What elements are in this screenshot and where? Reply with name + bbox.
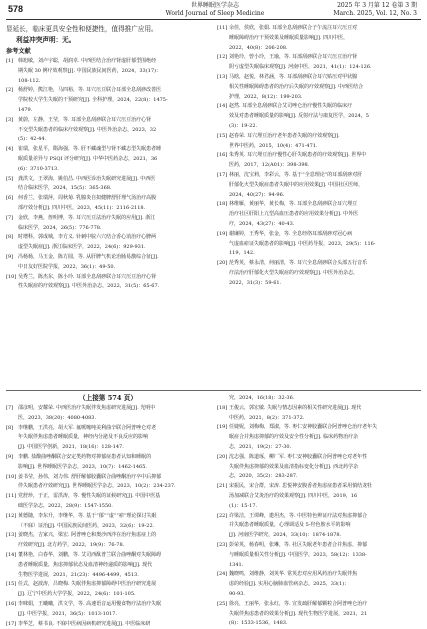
reference-text: 治疗社区肝阳上亢型高血压患者的应用效果分析[J]. 中外医	[229, 211, 359, 218]
reference-text: 医药，2017，12(A01)：398-398.	[229, 162, 310, 169]
reference-entry	[6, 194, 210, 204]
reference-text: 志，2021，19(2)：27-30.	[229, 443, 292, 450]
page-header	[0, 0, 427, 22]
reference-text: 肝郁化火型失眠症患者失眠中的应用效果[J]. 中国社区医师，	[229, 181, 364, 188]
reference-text: 眠症合并焦虑抑郁的疗效及安全性分析[J]. 临床药物治疗杂	[229, 434, 359, 441]
reference-entry	[217, 404, 421, 414]
reference-number: [19]	[217, 230, 228, 237]
reference-text: 徐亮，王丽华，张永红，等. 宣发疏肝解郁颗粒合阿普唑仑治疗	[229, 600, 368, 607]
reference-entry-continuation	[217, 279, 421, 289]
reference-number: [15]	[217, 132, 228, 139]
reference-entry	[6, 492, 210, 502]
reference-text: 医，2023，38(20)：4080-4083.	[18, 414, 97, 421]
reference-text: 王俊云，郭宏敏. 失眠与情志因素的相关性研究进展[J]. 现代	[229, 404, 362, 411]
reference-text: [J]. 中医学报，2021，36(5)：1013-1017.	[18, 610, 117, 617]
reference-entry-continuation	[6, 414, 210, 424]
reference-text: 黄德随，李东升，李继华，等. 基于“郁”“虚”“瘀”理论探讨失眠	[18, 512, 157, 519]
reference-entry	[217, 230, 421, 240]
reference-text: 学院校大学生失眠的干预研究[J]. 全科护理，2024，22(8)：1475-	[18, 97, 168, 104]
reference-entry-continuation	[217, 269, 421, 279]
reference-entry	[6, 531, 210, 541]
reference-entry	[217, 200, 421, 210]
top-left-column	[6, 24, 210, 292]
reference-entry	[217, 600, 421, 610]
reference-entry-continuation	[217, 492, 421, 502]
reference-number: [13]	[6, 532, 17, 539]
reference-number: [18]	[217, 404, 228, 411]
reference-text: 护理，2022，8(12)：199-203.	[229, 93, 303, 100]
reference-text: 期失眠 30 例疗效观察[J]. 中国民族民间医药，2024，33(17)：	[18, 67, 161, 74]
reference-text: 效及对患者睡眠质量的影响[J]. 反射疗法与康复医学，2024，5	[229, 113, 369, 120]
reference-entry-continuation	[217, 551, 421, 561]
reference-entry	[6, 57, 210, 67]
reference-entry	[6, 214, 210, 224]
reference-number: [18]	[217, 201, 228, 208]
reference-text: 2022，40(8)：206-208.	[229, 44, 288, 51]
reference-entry	[6, 116, 210, 126]
reference-text: (8)：1533-1536，1483.	[229, 620, 288, 627]
reference-number: [11]	[6, 493, 17, 500]
reference-number: [13]	[217, 73, 228, 80]
conflict-of-interest: 利益冲突声明：无。	[16, 36, 76, 44]
reference-entry-continuation	[6, 106, 210, 116]
reference-entry-continuation	[6, 263, 210, 273]
reference-list	[6, 57, 210, 292]
reference-text: 119，142.	[229, 250, 255, 257]
reference-text: 宋振民，宋合群，宋涛. 思悦神安腹香者焦虑症患者采用慎结龙牡	[229, 483, 373, 490]
reference-entry	[217, 24, 421, 34]
reference-entry-continuation	[6, 522, 210, 532]
reference-entry-continuation	[217, 220, 421, 230]
reference-entry-continuation	[6, 482, 210, 492]
reference-text: （不寐）证治[J]. 中国民族民间医药，2023，32(6)：19-22.	[18, 522, 155, 529]
reference-text: [J]. 辽宁中医药大学学报，2022，24(6)：101-105.	[18, 591, 136, 598]
reference-text: 中医药，2021，8(2)：371-372.	[229, 414, 305, 421]
reference-text: 1479.	[18, 106, 33, 113]
reference-text: 临床医学，2024，26(5)：776-778.	[18, 224, 102, 231]
reference-entry	[217, 171, 421, 181]
reference-number: [8]	[6, 234, 14, 241]
reference-text: 崔瑞，张星平，隋海强，等. 肝不藏魂型与肾不藏志型失眠患者睡	[18, 146, 162, 153]
reference-entry-continuation	[217, 414, 421, 424]
reference-entry	[6, 600, 210, 610]
reference-text: 并失眠患者睡眠质量，心理调适及 5-羟色胺水平的影响	[229, 522, 351, 529]
reference-entry-continuation	[6, 502, 210, 512]
reference-entry-continuation	[217, 122, 421, 132]
reference-number: [9]	[6, 453, 14, 460]
reference-entry	[217, 423, 421, 433]
reference-text: 生物医学进展，2021，21(23)：4496-4499，4513.	[18, 571, 139, 578]
reference-number: [5]	[6, 175, 14, 182]
reference-number: [24]	[217, 571, 228, 578]
reference-entry-continuation	[217, 433, 421, 443]
reference-number: [17]	[217, 171, 228, 178]
reference-number: [4]	[6, 146, 14, 153]
reference-entry-continuation	[217, 83, 421, 93]
reference-entry	[6, 580, 210, 590]
reference-text: 90-93.	[229, 590, 246, 597]
reference-text: 虑的经验[J]. 实用心脑肺血管病杂志，2025，33(1)：	[229, 581, 350, 588]
reference-number: [3]	[6, 116, 14, 123]
reference-number: [9]	[6, 253, 14, 260]
journal-title-cn: 世界睡眠医学杂志	[190, 2, 239, 9]
reference-number: [21]	[217, 483, 228, 490]
reference-entry-continuation	[6, 135, 210, 145]
reference-text: 李鹏. 盐酸曲唑酮联合安定类药物对抑郁症患者认知和睡眠的	[18, 453, 152, 460]
reference-text: 世界中医药，2015，10(4)：471-471.	[229, 142, 318, 149]
reference-text: (3)：19-22.	[229, 122, 258, 129]
reference-number: [10]	[6, 473, 17, 480]
reference-text: 林丽，沈宝莉，李彩云，等. 基于“全息理论”的耳部刮痧对肝	[229, 171, 363, 178]
reference-text: 任式，赵波涛，吕晓梅. 失眠伴焦虑抑郁障碍中医治疗研究进展	[18, 581, 157, 588]
reference-entry-continuation	[217, 44, 421, 54]
reference-text: 范秀英，蔡永清，何丽清，等. 耳穴全息刮痧联合头部五行音乐	[229, 260, 368, 267]
reference-text: 魏晓鸣，刘维静，刘英华. 常英忠对应用风药治疗失眠伴焦	[229, 571, 358, 578]
reference-entry-continuation	[6, 165, 210, 175]
journal-title-en: World Journal of Sleep Medicine	[165, 10, 265, 17]
reference-text: 沈志强，陈道琢，柳厂军. 枣仁安神胶囊联合阿普唑仑对老年性	[229, 453, 368, 460]
reference-text: 虚型失眠症[J]. 浙江临床医学，2022，24(6)：929-931.	[18, 244, 146, 251]
reference-entry-continuation	[6, 590, 210, 600]
reference-entry	[6, 145, 210, 155]
reference-entry-continuation	[217, 580, 421, 590]
reference-entry-continuation	[6, 571, 210, 581]
reference-text: 2022，31(3)：59-61.	[229, 279, 282, 286]
reference-entry-continuation	[217, 443, 421, 453]
reference-number: [7]	[6, 405, 14, 411]
reference-number: [2]	[6, 87, 14, 94]
reference-entry-continuation	[217, 619, 421, 629]
reference-text: 刘艳玲，曾小玲，王瑜，等. 耳部刮痧联合耳穴压豆治疗肾	[229, 54, 358, 61]
reference-text: (6)：3710-3713.	[18, 165, 59, 172]
reference-list	[217, 24, 421, 289]
reference-entry-continuation	[6, 443, 210, 453]
reference-entry-continuation	[6, 561, 210, 571]
reference-text: 失眠伴焦虑患者的效果分析[J]. 现代生物医学进展，2021，21	[229, 610, 368, 617]
reference-text: 时增科，郭成城，李方义. 针刺中脘六穴结合香心消治疗心脾两	[18, 234, 157, 241]
reference-number: [8]	[6, 424, 14, 431]
reference-entry-continuation	[6, 282, 210, 292]
reference-number: [10]	[6, 273, 17, 280]
reference-entry-continuation	[217, 249, 421, 259]
reference-text: 金欣，李燕，詹明博，等. 耳穴压豆法治疗失眠的应用[J]. 浙江	[18, 214, 156, 221]
reference-number: [6]	[6, 195, 14, 202]
reference-number: [22]	[217, 512, 228, 519]
continued-heading: （上接第 574 页）	[79, 394, 137, 402]
reference-text: 黄蔚，左静，王莹，等. 耳部全息刮痧联合耳穴压豆治疗心肾	[18, 116, 152, 123]
reference-text: (5)：42-44.	[18, 136, 47, 143]
reference-text: 础医学杂志，2022，28(9)：1547-1550.	[18, 502, 113, 509]
reference-entry	[217, 132, 421, 142]
reference-entry-continuation	[6, 155, 210, 165]
reference-entry	[217, 151, 421, 161]
reference-text: 志，2020，35(2)：283-287.	[229, 473, 298, 480]
reference-entry-continuation	[217, 561, 421, 571]
reference-entry-continuation	[217, 472, 421, 482]
reference-entry	[6, 473, 210, 483]
reference-entry-continuation	[6, 96, 210, 106]
reference-number: [12]	[217, 54, 228, 61]
journal-title	[150, 2, 280, 18]
reference-entry-continuation	[217, 161, 421, 171]
reference-text: 相关性睡眠障碍患者的治疗后失眠的疗效观察[J]. 中西医结合	[229, 83, 364, 90]
page-number: 578	[8, 4, 24, 14]
reference-text: 疗，2024，43(27)：40-43.	[229, 220, 295, 227]
reference-text: 赵春荣. 耳穴埋豆治疗老年患者失眠的疗效观察[J].	[229, 132, 340, 139]
bottom-left-column	[6, 392, 210, 629]
reference-text: 究，2024，16(18)：32-36.	[229, 395, 295, 401]
reference-entry	[217, 570, 421, 580]
reference-entry-continuation	[217, 590, 421, 600]
reference-text: 何香兰，张瑞萍，周秋菊. 乳腺炎自拟健脾舒肝理气汤治疗高腹	[18, 195, 157, 202]
reference-text: 韩旭敏，刘卢宇聪，胡润卓. 中西医结合治疗肾虚肝郁型围绝经	[18, 58, 157, 64]
reference-text: 影响[J]. 世界睡眠医学杂志，2023，10(7)：1462-1465.	[18, 463, 147, 470]
reference-entry-continuation	[6, 126, 210, 136]
reference-number: [11]	[217, 25, 228, 31]
reference-entry-continuation	[6, 541, 210, 551]
reference-text: 1341.	[229, 561, 244, 568]
reference-text: 吴秀兰，陈杰东，陈小玲. 耳部全息刮痧联合耳穴压豆治疗心肾	[18, 273, 157, 280]
reference-entry	[6, 273, 210, 283]
reference-text: 阴亏虚型失眠临床观察[J]. 河南中医，2021，41(1)：124-126.	[229, 64, 372, 71]
reference-entry-continuation	[217, 34, 421, 44]
reference-entry-continuation	[217, 521, 421, 531]
reference-text: 马晗，赵悦，林君涵，等. 耳部刮痧联合耳穴贴压对甲状腺	[229, 73, 358, 80]
reference-text: 108-112.	[18, 77, 41, 84]
reference-entry	[217, 394, 421, 404]
reference-entry	[217, 53, 421, 63]
reference-entry-continuation	[217, 463, 421, 473]
reference-entry-continuation	[217, 93, 421, 103]
reference-text: 疗效研究[J]. 北方药学，2022，19(9)：76-78.	[18, 542, 125, 549]
reference-entry	[6, 175, 210, 185]
reference-text: 谢廉婷，王秀华，张金，等. 全息经络耳部刮痧对冠心病	[229, 230, 353, 237]
reference-entry	[217, 482, 421, 492]
reference-entry	[217, 102, 421, 112]
reference-list	[217, 394, 421, 629]
reference-list	[6, 404, 210, 629]
reference-entry-continuation	[6, 184, 210, 194]
reference-number: [14]	[6, 551, 17, 558]
reference-entry	[6, 551, 210, 561]
section-divider	[6, 390, 421, 391]
reference-number: [1]	[6, 58, 14, 64]
reference-number: [23]	[217, 541, 228, 548]
reference-number: [12]	[6, 512, 17, 519]
reference-number: [20]	[217, 453, 228, 460]
reference-entry-continuation	[217, 112, 421, 122]
reference-entry-continuation	[6, 243, 210, 253]
reference-entry-continuation	[6, 463, 210, 473]
reference-entry	[6, 453, 210, 463]
reference-text: 不交型失眠患者的临床疗效观察[J]. 中医外治杂志，2023，32	[18, 126, 157, 133]
reference-text: 患者睡眠质量，焦虑抑郁状态及血清神经递质的影响[J]. 现代	[18, 561, 153, 568]
reference-entry-continuation	[217, 610, 421, 620]
reference-entry-continuation	[217, 63, 421, 73]
bottom-right-column	[217, 394, 421, 629]
reference-text: 2024，40(27)：94-96.	[229, 191, 285, 198]
references-title: 参考文献	[6, 48, 31, 55]
reference-entry	[6, 512, 210, 522]
reference-text: 汤加减联合艾灸治疗的效果观察[J]. 四川中医，2019，16	[229, 492, 358, 499]
header-rule	[6, 19, 421, 20]
reference-entry	[217, 453, 421, 463]
reference-text: 结合临床医学，2024，15(5)：365-368.	[18, 185, 112, 192]
reference-number: [20]	[217, 260, 228, 267]
reference-text: [J]. 河南医学研究，2024，33(10)：1874-1878.	[229, 532, 342, 539]
reference-text: 部疗效分析[J]. 四川中医，2023，45(11)：2116-2118.	[18, 204, 146, 211]
reference-number: [15]	[6, 581, 17, 588]
reference-text: 赵然. 耳部全息刮痧联合艾司唑仑治疗慢性失眠的临床疗	[229, 103, 353, 110]
reference-entry-continuation	[217, 181, 421, 191]
reference-entry	[6, 253, 210, 263]
reference-text: 眠质量差异与 PSQI 评分研究[J]. 中华中医药杂志，2021，36	[18, 155, 158, 162]
reference-number: [16]	[6, 600, 17, 607]
reference-entry-continuation	[217, 191, 421, 201]
reference-entry-continuation	[217, 142, 421, 152]
top-right-column	[217, 24, 421, 289]
reference-text: [J]. 中国医学创新，2021，18(16)：128-147.	[18, 444, 124, 451]
reference-text: 中日友好医院学报，2022，36(1)：49-50.	[18, 263, 116, 270]
reference-text: 疗法治疗肝郁化火型失眠症的疗效观察[J]. 中医外治杂志，	[229, 269, 359, 276]
reference-number: [14]	[217, 103, 228, 110]
reference-entry-continuation	[217, 502, 421, 512]
reference-entry-continuation	[217, 531, 421, 541]
reference-entry-continuation	[6, 77, 210, 87]
reference-text: 姜晓杰，吉家兴，梁宏. 阿普唑仑和奥沙西泮在治疗焦虑症上的	[18, 532, 157, 539]
reference-number: [17]	[6, 620, 17, 627]
reference-text: 年失眠伴焦虑患者睡眠质量，神经内分泌及不良反应的影响	[18, 434, 149, 441]
reference-text: 失眠伴焦虑抑郁的效果及血清指标变化分析[J]. 西北药学杂	[229, 463, 359, 470]
reference-number: [19]	[217, 424, 228, 431]
reference-text: 睡眠障碍治疗干预效果及睡眠质量影响[J]. 四川中医，	[229, 34, 349, 41]
reference-text: 冯杨杨，马玉金，陈方圆，等. 从肝脾气机论治肠易激综合征[J].	[18, 253, 159, 260]
reference-number: [7]	[6, 214, 14, 221]
reference-text: 朱秀英. 耳穴埋豆治疗慢性心肝失眠患者的疗效观察[J]. 世界中	[229, 152, 367, 159]
reference-entry	[6, 233, 210, 243]
reference-entry-continuation	[6, 224, 210, 234]
reference-text: 林维雁，黄丽华，黄长梅，等. 耳部全息刮痧联合耳穴埋豆	[229, 201, 358, 208]
reference-entry	[6, 424, 210, 434]
reference-text: 气虚血瘀证失眠患者的影响[J]. 中医药导报，2023，29(5)：116-	[229, 240, 376, 247]
reference-text: 李继鹏，王洪亮，胡大军. 氟哌噻吨美利曲辛联合阿普唑仑对老	[18, 424, 157, 431]
reference-entry	[6, 404, 210, 414]
reference-entry-continuation	[217, 210, 421, 220]
reference-text: 党舒珍，于正，雷洪涛，等. 慢性失眠的证候研究[J]. 中国中医基	[18, 493, 161, 500]
reference-number: [25]	[217, 600, 228, 607]
issue-cn: 2025 年 3 月第 12 卷第 3 期	[337, 2, 417, 9]
reference-entry	[217, 73, 421, 83]
reference-entry	[6, 620, 210, 629]
reference-text: 彭荣英，杨春明，张琳，等. 社区失眠老年患者合并焦虑，抑郁	[229, 541, 368, 548]
reference-text: 任婕妮，刘梅梅，郑淑，等. 枣仁安神胶囊联合阿普唑仑治疗老年失	[229, 424, 378, 431]
body-tail-text: 显延长，临床更具安全性和便捷性，值得推广应用。	[6, 25, 158, 33]
reference-number: [16]	[217, 152, 228, 159]
reference-entry	[217, 541, 421, 551]
reference-entry-continuation	[6, 204, 210, 214]
reference-text: 伴失眠患者疗效研究[J]. 世界睡眠医学杂志，2023，10(2)：234-237.	[18, 483, 176, 490]
reference-entry-continuation	[6, 67, 210, 77]
reference-text: 董林艳，白春华，刘鹏，等. 艾司西酞普兰联合曲唑酮对失眠障碍	[18, 551, 162, 558]
reference-entry	[217, 259, 421, 269]
issue-en: March. 2025, Vol. 12, No. 3	[333, 10, 417, 17]
reference-entry-continuation	[6, 433, 210, 443]
reference-entry	[217, 512, 421, 522]
reference-text: 许梁洁，王谭峰，遨坦杰，等. 中医特色辨证疗法对焦虑抑郁合	[229, 512, 368, 519]
reference-text: 与睡眠质量相关性分析[J]. 中国医学，2023，58(12)：1338-	[229, 551, 367, 558]
reference-text: 李华芝，蔡书良. 不寐中医病因病机研究进展[J]. 中医临床研	[18, 620, 151, 627]
reference-text: (1)：15-17.	[229, 502, 258, 509]
issue-info	[333, 2, 417, 18]
reference-text: 龚洪文，王翠海，姚伯昌. 中西医诊治失眠研究进展[J]. 中西医	[18, 175, 156, 182]
reference-text: 性失眠症的疗效观察[J]. 中医外治杂志，2022，31(5)：65-67.	[18, 283, 160, 290]
reference-entry-continuation	[217, 240, 421, 250]
reference-text: 姜书莹，孙伟，刘力伟. 舒肝解郁胶囊联合曲唑酮治疗卒中后抑郁	[18, 473, 162, 480]
reference-text: 李咪娟，王曦曦，洪文学，等. 高速语音运用慢食物疗法治疗失眠	[18, 600, 162, 607]
reference-text: 余佳，侯欣，张娟. 耳部全息刮痧联合子午流注耳穴压豆对	[229, 25, 358, 31]
reference-entry	[6, 86, 210, 96]
reference-text: 杨舒婷，熊江艳，马四裕，等. 耳穴压豆联合耳部全息刮痧改善医	[18, 87, 162, 94]
reference-text: 邵彦明，安耀荣. 中西医治疗失眠伴发焦虑研究进展[J]. 光明中	[18, 405, 156, 411]
reference-entry-continuation	[6, 610, 210, 620]
